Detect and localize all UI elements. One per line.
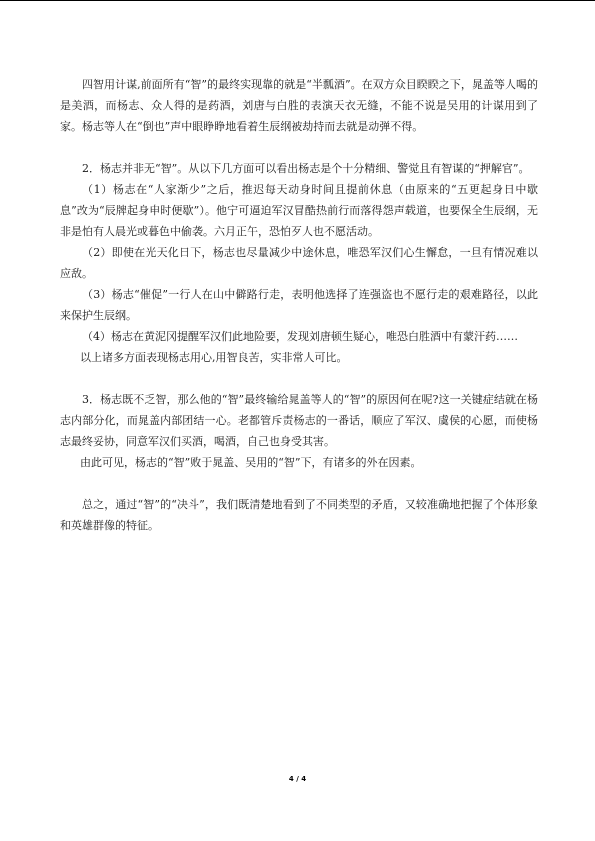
paragraph-item-three: （3）杨志“催促”一行人在山中僻路行走，表明他选择了连强盗也不愿行走的艰难路径，以此来保护生辰纲。 <box>60 288 538 322</box>
paragraph-summary-three: 由此可见，杨志的“智”败于晁盖、吴用的“智”下，有诸多的外在因素。 <box>80 456 422 469</box>
document-body <box>60 74 538 536</box>
paragraph-item-two: （2）即使在光天化日下，杨志也尽量减少中途休息，唯恐军汉们心生懈怠，一旦有情况难以应敌。 <box>60 246 538 280</box>
paragraph-point-two: 2．杨志并非无“智”。从以下几方面可以看出杨志是个十分精细、警觉且有智谋的“押解官”。 <box>82 162 530 175</box>
header-rule <box>0 0 595 1</box>
paragraph-summary-two: 以上诸多方面表现杨志用心,用智良苦，实非常人可比。 <box>80 351 348 364</box>
paragraph-point-three: 3．杨志既不乏智，那么他的“智”最终输给晁盖等人的“智”的原因何在呢?这一关键症结就在杨志内部分化，而晁盖内部团结一心。老都管斥责杨志的一番话，顺应了军汉、虞侯的心愿，而使杨志最终妥协，同意军汉们买酒，喝酒，自己也身受其害。 <box>60 393 538 448</box>
paragraph-item-four: （4）杨志在黄泥冈提醒军汉们此地险要，发现刘唐顿生疑心，唯恐白胜酒中有蒙汗药…… <box>82 330 518 343</box>
page-number: 4 / 4 <box>288 775 307 783</box>
paragraph-conclusion: 总之，通过“智”的“决斗”，我们既清楚地看到了不同类型的矛盾，又较准确地把握了个体形象和英雄群像的特征。 <box>60 498 538 532</box>
paragraph-item-one: （1）杨志在“人家渐少”之后，推迟每天动身时间且提前休息（由原来的“五更起身日中歇息”改为“辰牌起身申时便歇”）。他宁可逼迫军汉冒酷热前行而落得怨声载道，也要保全生辰纲，无非是怕有人晨光或暮色中偷袭。六月正午，恐怕歹人也不愿活动。 <box>60 183 538 238</box>
paragraph-wisdom-four: 四智用计谋,前面所有“智”的最终实现靠的就是“半瓢酒”。在双方众目睽睽之下，晁盖等人喝的是美酒，而杨志、众人得的是药酒，刘唐与白胜的表演天衣无缝，不能不说是吴用的计谋用到了家。杨志等人在“倒也”声中眼睁睁地看着生辰纲被劫持而去就是动弹不得。 <box>60 78 538 133</box>
